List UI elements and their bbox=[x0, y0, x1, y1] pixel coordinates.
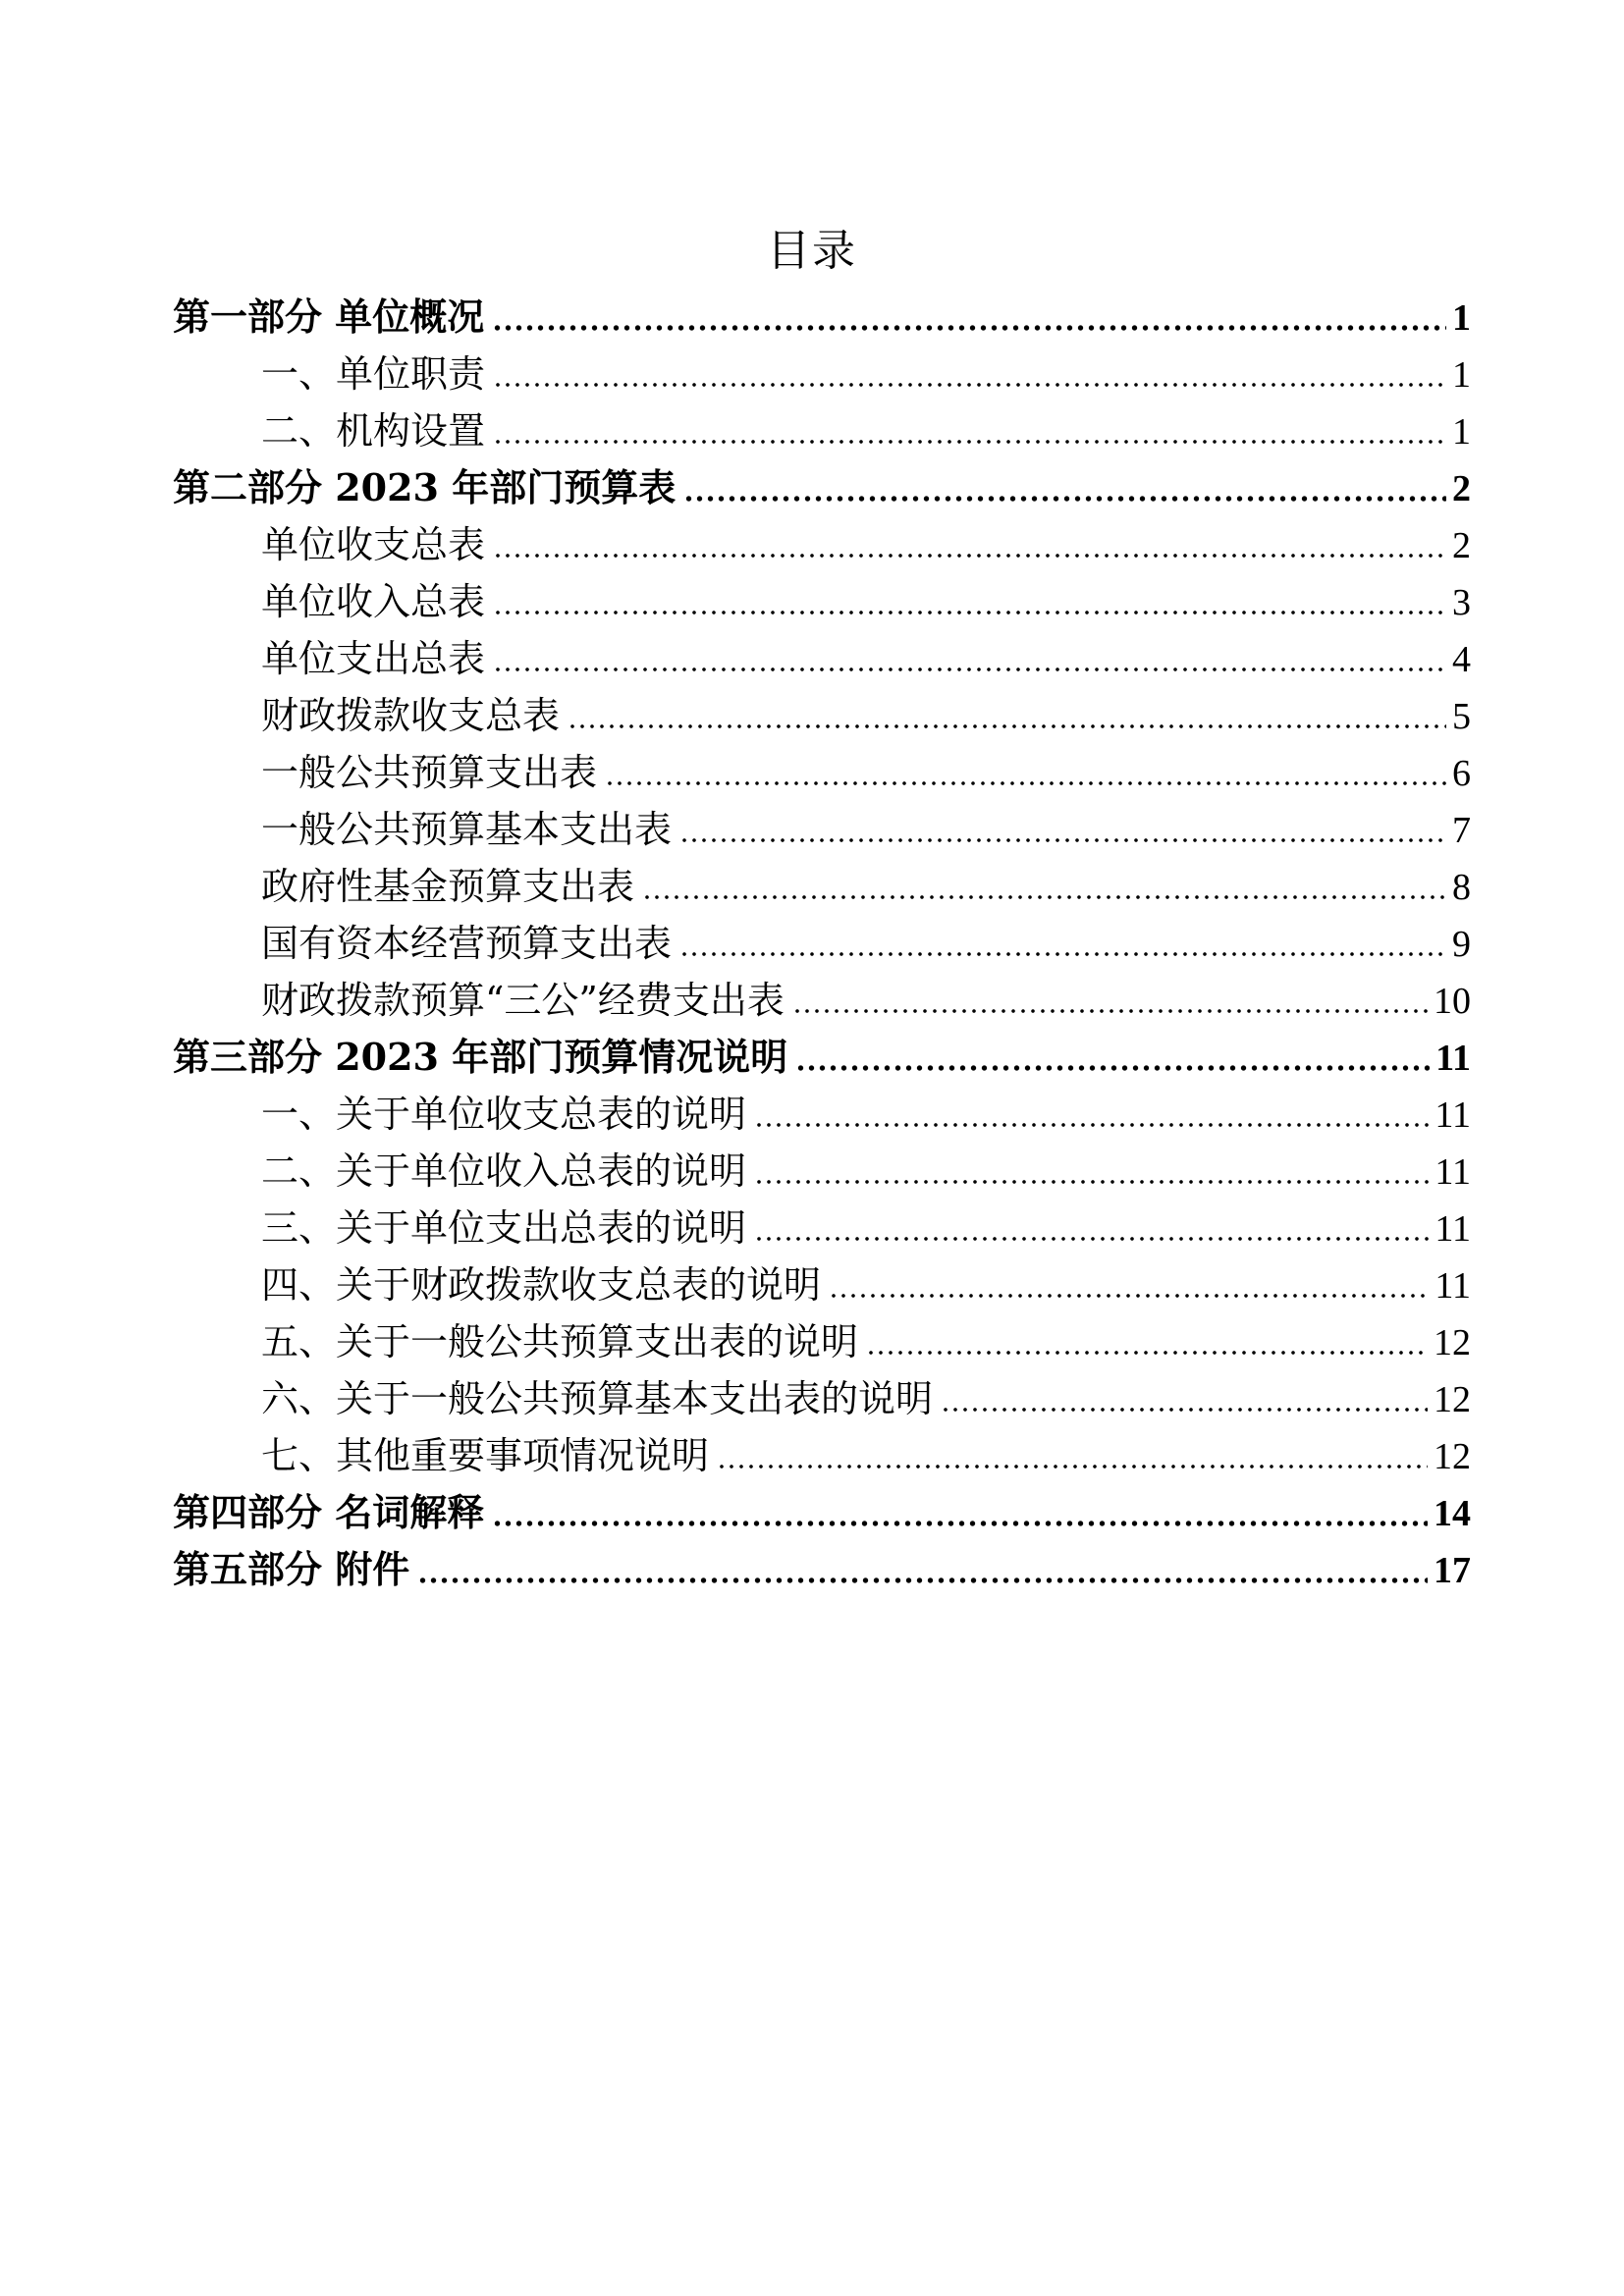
toc-dot-leader bbox=[717, 1461, 1428, 1472]
toc-dot-leader bbox=[683, 493, 1446, 505]
toc-entry-label: 政府性基金预算支出表 bbox=[261, 865, 635, 908]
toc-page-number: 1 bbox=[1452, 354, 1471, 396]
toc-subsection-entry[interactable] bbox=[173, 402, 1471, 459]
toc-entry-label: 三、关于单位支出总表的说明 bbox=[261, 1206, 747, 1250]
toc-dot-leader bbox=[493, 379, 1446, 391]
toc-dot-leader bbox=[829, 1290, 1429, 1302]
toc-section-entry[interactable] bbox=[173, 459, 1471, 516]
toc-subsection-entry[interactable] bbox=[173, 744, 1471, 801]
toc-page-number: 11 bbox=[1435, 1208, 1471, 1250]
toc-subsection-entry[interactable] bbox=[173, 1427, 1471, 1484]
toc-entry-label: 一般公共预算支出表 bbox=[261, 751, 598, 794]
toc-page-number: 17 bbox=[1434, 1550, 1471, 1591]
toc-subsection-entry[interactable] bbox=[173, 1256, 1471, 1313]
toc-dot-leader bbox=[941, 1404, 1428, 1415]
toc-dot-leader bbox=[493, 550, 1446, 561]
toc-subsection-entry[interactable] bbox=[173, 1370, 1471, 1427]
toc-entry-label: 单位收支总表 bbox=[261, 523, 486, 566]
toc-entry-label: 七、其他重要事项情况说明 bbox=[261, 1434, 710, 1477]
toc-subsection-entry[interactable] bbox=[173, 972, 1471, 1029]
toc-entry-label: 五、关于一般公共预算支出表的说明 bbox=[261, 1320, 859, 1363]
toc-dot-leader bbox=[866, 1347, 1428, 1359]
toc-dot-leader bbox=[795, 1062, 1430, 1074]
toc-entry-label: 一般公共预算基本支出表 bbox=[261, 808, 673, 851]
toc-page-number: 14 bbox=[1434, 1493, 1471, 1534]
toc-dot-leader bbox=[492, 1518, 1428, 1529]
toc-subsection-entry[interactable] bbox=[173, 858, 1471, 915]
toc-page-number: 12 bbox=[1434, 1379, 1471, 1420]
toc-subsection-entry[interactable] bbox=[173, 516, 1471, 573]
toc-subsection-entry[interactable] bbox=[173, 1200, 1471, 1256]
toc-page-number: 5 bbox=[1452, 696, 1471, 737]
toc-dot-leader bbox=[417, 1575, 1428, 1586]
toc-subsection-entry[interactable] bbox=[173, 573, 1471, 630]
toc-page-number: 4 bbox=[1452, 639, 1471, 680]
toc-page-number: 11 bbox=[1435, 1265, 1471, 1307]
toc-page-number: 12 bbox=[1434, 1322, 1471, 1363]
toc-subsection-entry[interactable] bbox=[173, 1086, 1471, 1143]
toc-subsection-entry[interactable] bbox=[173, 1313, 1471, 1370]
toc-dot-leader bbox=[754, 1233, 1429, 1245]
toc-subsection-entry[interactable] bbox=[173, 687, 1471, 744]
toc-section-entry[interactable] bbox=[173, 1484, 1471, 1541]
toc-entry-label: 第二部分 2023 年部门预算表 bbox=[173, 465, 677, 509]
toc-page-number: 1 bbox=[1452, 411, 1471, 453]
toc-dot-leader bbox=[605, 777, 1446, 789]
toc-dot-leader bbox=[792, 1005, 1428, 1017]
toc-page-number: 11 bbox=[1435, 1038, 1471, 1079]
toc-subsection-entry[interactable] bbox=[173, 915, 1471, 972]
toc-dot-leader bbox=[493, 436, 1446, 448]
toc-page-number: 3 bbox=[1452, 582, 1471, 623]
toc-page-number: 8 bbox=[1452, 867, 1471, 908]
toc-page-number: 10 bbox=[1434, 981, 1471, 1022]
toc-entry-label: 一、关于单位收支总表的说明 bbox=[261, 1093, 747, 1136]
toc-entry-label: 四、关于财政拨款收支总表的说明 bbox=[261, 1263, 822, 1307]
toc-entry-label: 一、单位职责 bbox=[261, 352, 486, 396]
toc-page-number: 11 bbox=[1435, 1095, 1471, 1136]
toc-page-number: 1 bbox=[1452, 297, 1471, 339]
toc-entry-label: 单位收入总表 bbox=[261, 580, 486, 623]
toc-subsection-entry[interactable] bbox=[173, 801, 1471, 858]
toc-subsection-entry[interactable] bbox=[173, 346, 1471, 402]
toc-page-number: 6 bbox=[1452, 753, 1471, 794]
toc-dot-leader bbox=[679, 948, 1446, 960]
toc-entry-label: 第三部分 2023 年部门预算情况说明 bbox=[173, 1035, 788, 1079]
toc-entry-label: 二、机构设置 bbox=[261, 409, 486, 453]
toc-section-entry[interactable] bbox=[173, 1029, 1471, 1086]
toc-page-number: 7 bbox=[1452, 810, 1471, 851]
toc-subsection-entry[interactable] bbox=[173, 630, 1471, 687]
toc-dot-leader bbox=[754, 1119, 1429, 1131]
toc-entry-label: 二、关于单位收入总表的说明 bbox=[261, 1149, 747, 1193]
toc-page-number: 2 bbox=[1452, 468, 1471, 509]
toc-dot-leader bbox=[492, 322, 1446, 334]
toc-page-number: 12 bbox=[1434, 1436, 1471, 1477]
toc-entry-label: 六、关于一般公共预算基本支出表的说明 bbox=[261, 1377, 934, 1420]
toc-dot-leader bbox=[568, 721, 1446, 732]
toc-dot-leader bbox=[493, 607, 1446, 618]
toc-dot-leader bbox=[493, 664, 1446, 675]
toc-subsection-entry[interactable] bbox=[173, 1143, 1471, 1200]
toc-entry-label: 第四部分 名词解释 bbox=[173, 1490, 485, 1534]
toc-entry-label: 财政拨款预算“三公”经费支出表 bbox=[261, 979, 785, 1022]
toc-entry-label: 第一部分 单位概况 bbox=[173, 294, 485, 339]
toc-section-entry[interactable] bbox=[173, 1541, 1471, 1598]
toc-page-number: 11 bbox=[1435, 1151, 1471, 1193]
toc-page-number: 9 bbox=[1452, 924, 1471, 965]
toc-dot-leader bbox=[679, 834, 1446, 846]
toc-dot-leader bbox=[642, 891, 1446, 903]
toc-entry-label: 财政拨款收支总表 bbox=[261, 694, 561, 737]
toc-entry-label: 国有资本经营预算支出表 bbox=[261, 922, 673, 965]
toc-section-entry[interactable] bbox=[173, 289, 1471, 346]
toc-page-number: 2 bbox=[1452, 525, 1471, 566]
page-title: 目录 bbox=[767, 226, 857, 276]
toc-entry-label: 第五部分 附件 bbox=[173, 1547, 410, 1591]
toc-entry-label: 单位支出总表 bbox=[261, 637, 486, 680]
table-of-contents bbox=[173, 289, 1471, 1598]
toc-dot-leader bbox=[754, 1176, 1429, 1188]
